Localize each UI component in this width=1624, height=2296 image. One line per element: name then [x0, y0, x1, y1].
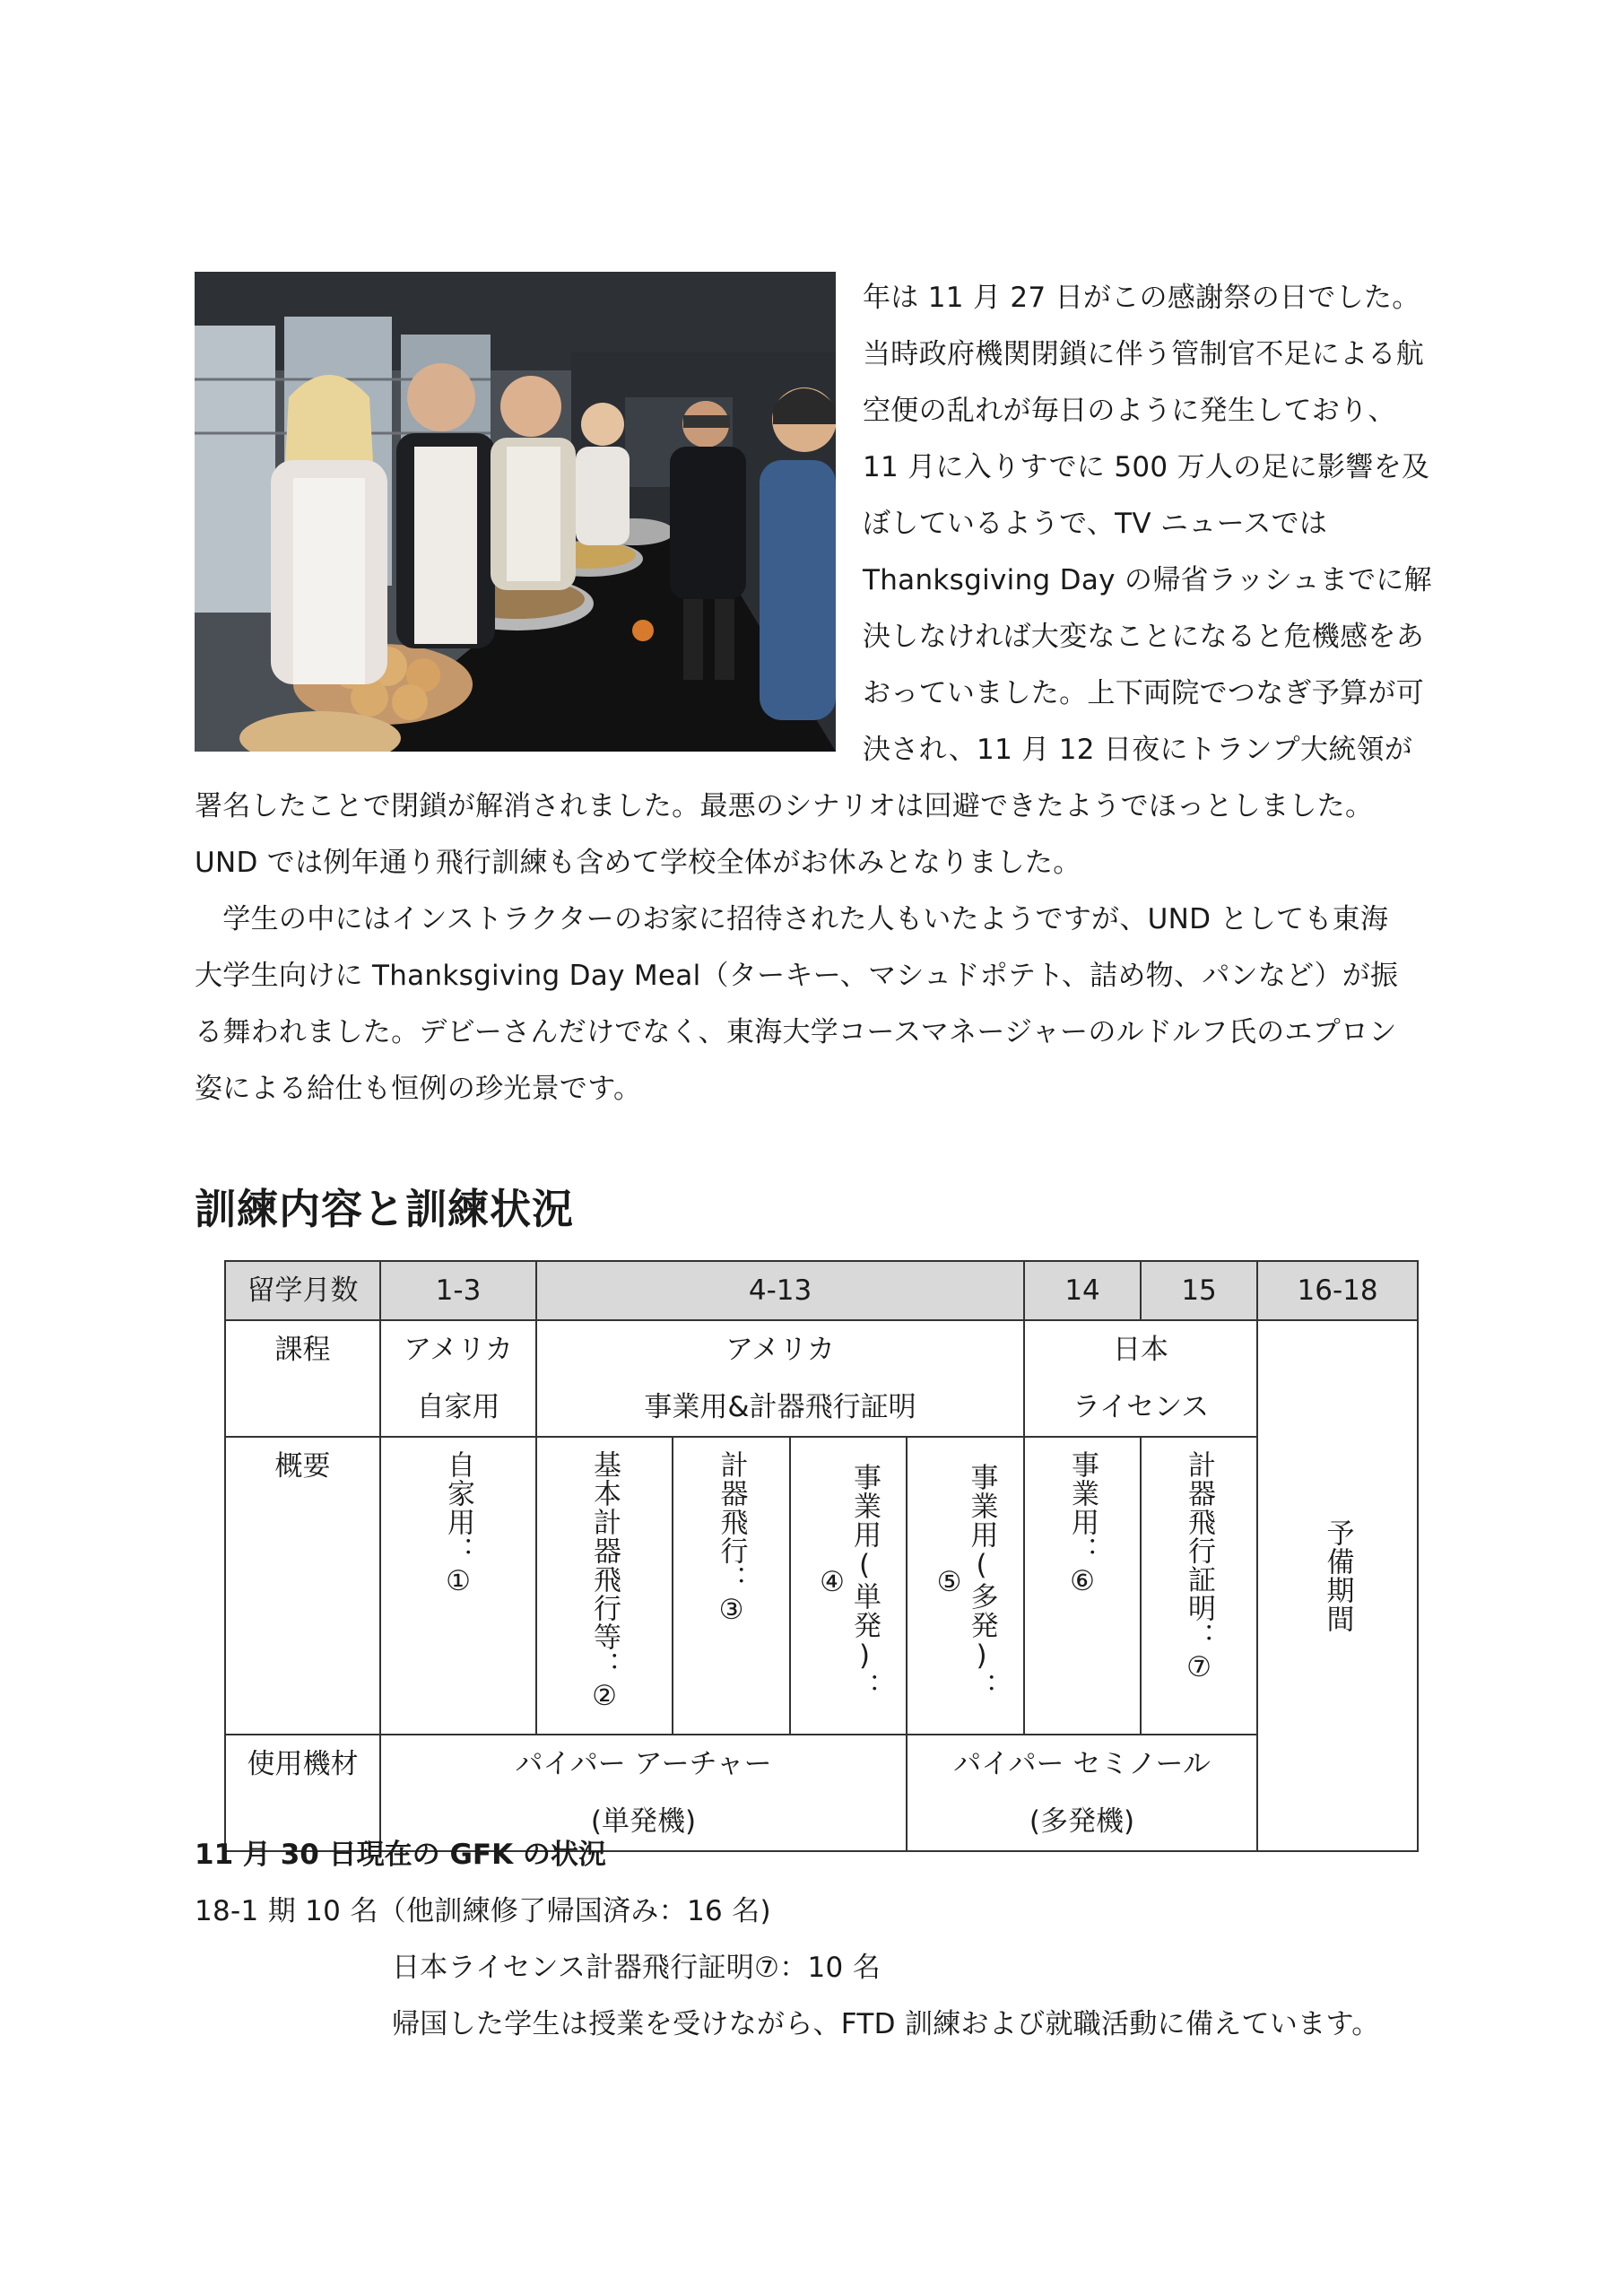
overview-item — [380, 1437, 536, 1735]
overview-item-text: 自家用：① — [442, 1450, 474, 1598]
paragraph-line: 決され、11 月 12 日夜にトランプ大統領が — [863, 734, 1413, 766]
training-table — [224, 1260, 1419, 1852]
course-us-commercial-line1: アメリカ — [725, 1334, 835, 1366]
course-us-private-line2: 自家用 — [416, 1391, 500, 1423]
status-title: 11 月 30 日現在の GFK の状況 — [195, 1839, 606, 1871]
course-japan-license-line2: ライセンス — [1072, 1391, 1210, 1423]
paragraph-line: 空便の乱れが毎日のように発生しており、 — [863, 395, 1396, 427]
header-month-14: 14 — [1024, 1261, 1141, 1320]
overview-item — [1024, 1437, 1141, 1735]
overview-item-text: 事業用：⑥ — [1066, 1450, 1099, 1598]
equipment-single-line2: (単発機) — [590, 1805, 697, 1838]
equipment-label: 使用機材 — [225, 1735, 380, 1851]
course-us-private — [380, 1320, 536, 1437]
paragraph-line: ぼしているようで、TV ニュースでは — [863, 508, 1328, 540]
overview-item-text: 計器飛行：③ — [715, 1450, 748, 1627]
header-label: 留学月数 — [225, 1261, 380, 1320]
paragraph-line: おっていました。上下両院でつなぎ予算が可 — [863, 677, 1424, 709]
header-months-1-3: 1-3 — [380, 1261, 536, 1320]
equipment-multi-line1: パイパー セミノール — [953, 1748, 1211, 1780]
header-months-16-18: 16-18 — [1257, 1261, 1418, 1320]
overview-item — [536, 1437, 673, 1735]
table-course-row — [225, 1320, 1418, 1437]
equipment-single-engine — [380, 1735, 907, 1851]
course-us-commercial — [536, 1320, 1024, 1437]
reserve-period-cell — [1257, 1320, 1418, 1851]
table-overview-row — [225, 1437, 1418, 1735]
paragraph-line: Thanksgiving Day の帰省ラッシュまでに解 — [863, 564, 1432, 596]
overview-item-text: 事業用(多発)：⑤ — [933, 1463, 998, 1701]
overview-item-text: 計器飛行証明：⑦ — [1183, 1450, 1216, 1684]
overview-item — [1141, 1437, 1257, 1735]
paragraph-line: UND では例年通り飛行訓練も含めて学校全体がお休みとなりました。 — [195, 847, 1081, 879]
overview-item — [790, 1437, 907, 1735]
equipment-multi-engine — [907, 1735, 1257, 1851]
photo-illustration — [195, 272, 836, 752]
overview-item-text: 基本計器飛行等：② — [588, 1450, 621, 1713]
paragraph-line: 学生の中にはインストラクターのお家に招待された人もいたようですが、UND としても東海 — [195, 903, 1389, 935]
paragraph-line: 大学生向けに Thanksgiving Day Meal（ターキー、マシュドポテト、詰め物、パンなど）が振 — [195, 960, 1399, 992]
course-us-commercial-line2: 事業用&計器飛行証明 — [644, 1391, 916, 1423]
table-header-row — [225, 1261, 1418, 1320]
course-japan-license — [1024, 1320, 1257, 1437]
header-month-15: 15 — [1141, 1261, 1257, 1320]
section-heading: 訓練内容と訓練状況 — [195, 1185, 574, 1233]
table-equipment-row — [225, 1735, 1418, 1851]
course-us-private-line1: アメリカ — [404, 1334, 513, 1366]
paragraph-line: 署名したことで閉鎖が解消されました。最悪のシナリオは回避できたようでほっとしました。 — [195, 790, 1374, 822]
status-line: 日本ライセンス計器飛行証明⑦：10 名 — [392, 1952, 881, 1984]
paragraph-line: 当時政府機関閉鎖に伴う管制官不足による航 — [863, 338, 1424, 370]
overview-item — [673, 1437, 790, 1735]
thanksgiving-serving-photo — [195, 272, 836, 752]
overview-label: 概要 — [225, 1437, 380, 1735]
overview-item — [907, 1437, 1024, 1735]
equipment-multi-line2: (多発機) — [1029, 1805, 1135, 1838]
paragraph-line: 11 月に入りすでに 500 万人の足に影響を及 — [863, 451, 1430, 483]
paragraph-line: 姿による給仕も恒例の珍光景です。 — [195, 1073, 642, 1105]
paragraph-line: 年は 11 月 27 日がこの感謝祭の日でした。 — [863, 282, 1420, 314]
header-months-4-13: 4-13 — [536, 1261, 1024, 1320]
paragraph-line: 決しなければ大変なことになると危機感をあ — [863, 621, 1424, 653]
equipment-single-line1: パイパー アーチャー — [515, 1748, 772, 1780]
status-line: 帰国した学生は授業を受けながら、FTD 訓練および就職活動に備えています。 — [392, 2008, 1380, 2040]
overview-item-text: 事業用(単発)：④ — [816, 1463, 881, 1701]
course-label: 課程 — [225, 1320, 380, 1437]
course-japan-license-line1: 日本 — [1113, 1334, 1169, 1366]
status-line: 18-1 期 10 名（他訓練修了帰国済み：16 名) — [195, 1895, 771, 1927]
reserve-period-text: 予備期間 — [1321, 1518, 1354, 1633]
paragraph-line: る舞われました。デビーさんだけでなく、東海大学コースマネージャーのルドルフ氏のエプロン — [195, 1016, 1397, 1048]
